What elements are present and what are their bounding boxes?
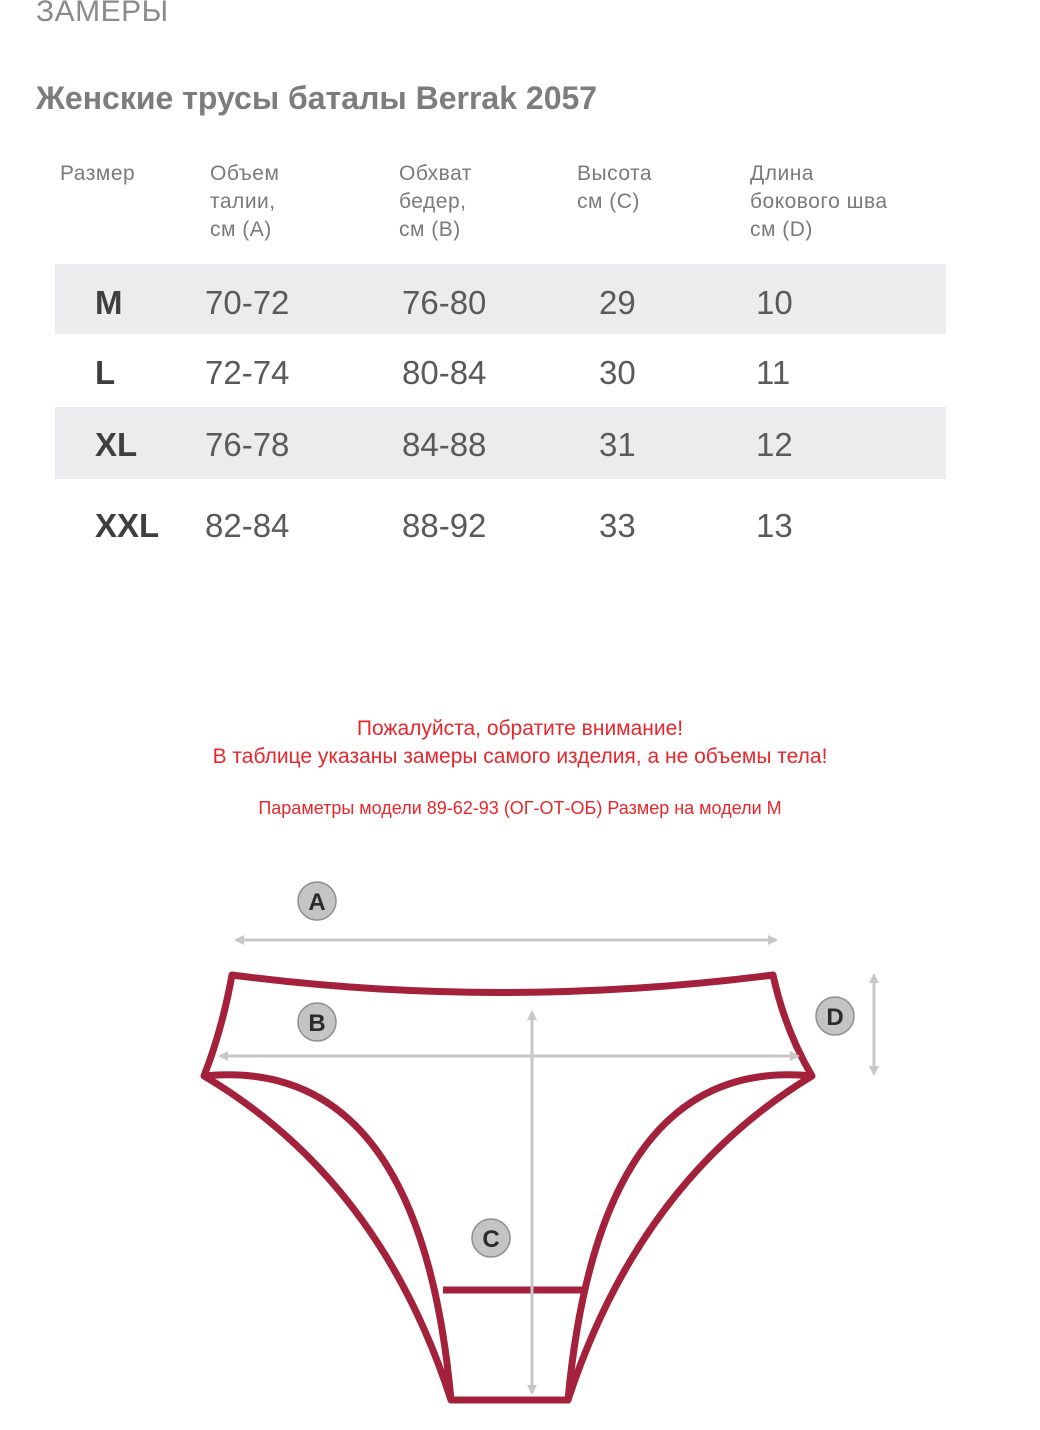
waist-cell: 76-78 bbox=[205, 426, 290, 463]
height-cell: 31 bbox=[599, 426, 636, 463]
height-cell: 30 bbox=[599, 354, 636, 391]
side-seam-cell: 11 bbox=[756, 354, 791, 391]
hips-cell: 76-80 bbox=[402, 284, 487, 321]
row-background bbox=[55, 407, 946, 479]
header-size: Размер bbox=[60, 162, 136, 185]
header-hips: Обхват бедер, см (В) bbox=[399, 162, 472, 241]
size-cell: M bbox=[95, 284, 123, 321]
height-cell: 29 bbox=[599, 284, 636, 321]
measurement-explanation: В таблице указаны замеры самого изделия, а не объемы тела! bbox=[212, 745, 828, 768]
row-background bbox=[55, 264, 946, 334]
measurement-diagram bbox=[0, 860, 1040, 1430]
svg-text:C: C bbox=[482, 1226, 500, 1253]
hips-cell: 84-88 bbox=[402, 426, 487, 463]
svg-text:A: A bbox=[308, 889, 326, 916]
side-seam-cell: 10 bbox=[756, 284, 793, 321]
height-cell: 33 bbox=[599, 507, 636, 544]
section-title: ЗАМЕРЫ bbox=[36, 0, 169, 28]
attention-note: Пожалуйста, обратите внимание! bbox=[356, 717, 684, 740]
product-title: Женские трусы баталы Berrak 2057 bbox=[36, 80, 598, 116]
waist-cell: 72-74 bbox=[205, 354, 290, 391]
waist-cell: 82-84 bbox=[205, 507, 290, 544]
side-seam-cell: 12 bbox=[756, 426, 793, 463]
model-parameters: Параметры модели 89-62-93 (ОГ-ОТ-ОБ) Размер на модели М bbox=[258, 798, 782, 818]
size-cell: L bbox=[95, 354, 116, 391]
svg-text:B: B bbox=[308, 1010, 326, 1037]
header-height: Высота см (С) bbox=[577, 162, 653, 213]
briefs-outline bbox=[204, 975, 812, 1400]
label-b-badge bbox=[298, 1003, 336, 1041]
label-d-badge bbox=[816, 997, 854, 1035]
header-side-seam: Длина бокового шва см (D) bbox=[750, 162, 888, 241]
header-waist: Объем талии, см (А) bbox=[210, 162, 280, 241]
size-cell: XXL bbox=[95, 507, 160, 544]
hips-cell: 80-84 bbox=[402, 354, 487, 391]
size-cell: XL bbox=[95, 426, 138, 463]
side-seam-cell: 13 bbox=[756, 507, 793, 544]
label-a-badge bbox=[298, 882, 336, 920]
label-c-badge bbox=[472, 1219, 510, 1257]
hips-cell: 88-92 bbox=[402, 507, 487, 544]
waist-cell: 70-72 bbox=[205, 284, 290, 321]
svg-text:D: D bbox=[826, 1004, 844, 1031]
